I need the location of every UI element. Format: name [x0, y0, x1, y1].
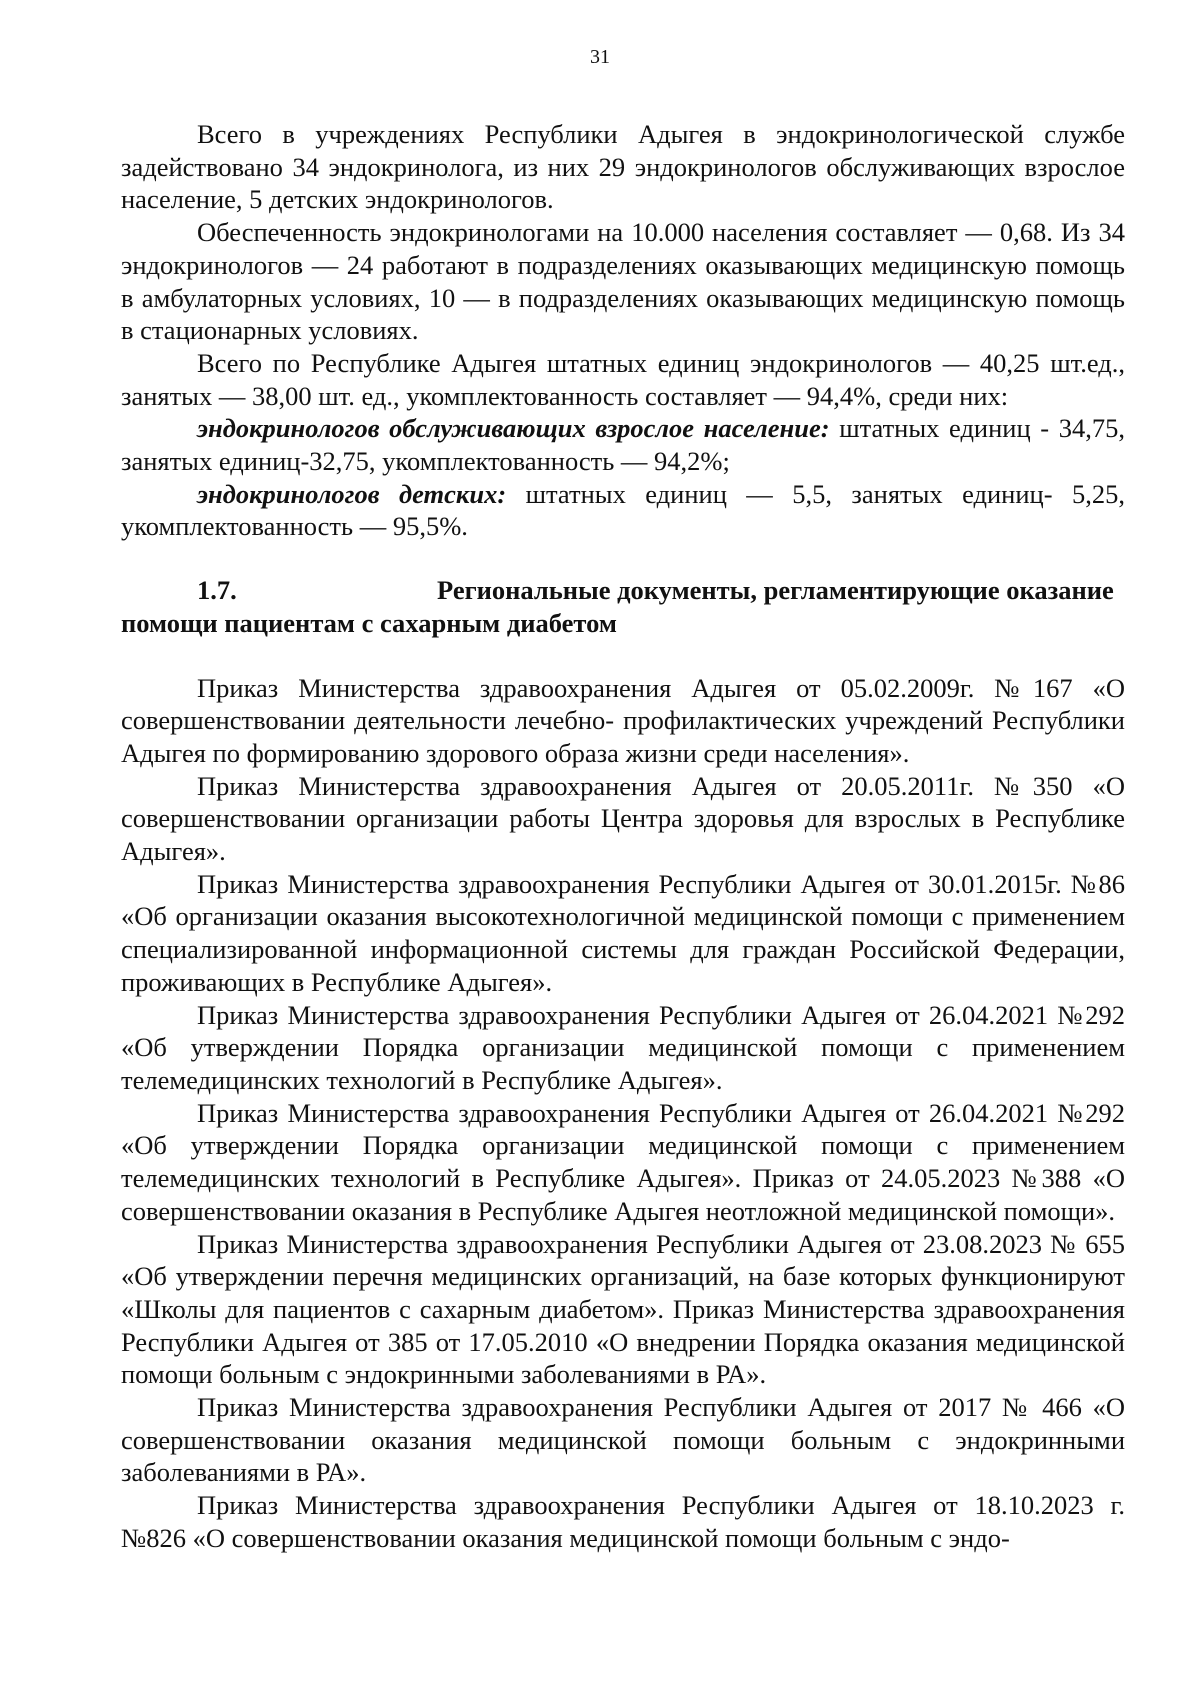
page-number: 31 [590, 46, 610, 68]
order-paragraph: Приказ Министерства здравоохранения Республики Адыгея от 26.04.2021 №292 «Об утверждении Порядка организации медицинской помощи с применением телемедицинских технологий в Республике Адыгея». Приказ от 24.05.2023 №388 «О совершенствовании оказания в Республике Адыгея неотложной медицинской помощи». [121, 1097, 1125, 1226]
section-number: 1.7. [197, 575, 237, 606]
paragraph-staff-ratio: Обеспеченность эндокринологами на 10.000 населения составляет — 0,68. Из 34 эндокринологов — 24 работают в подразделениях оказывающих медицинскую помощь в амбулаторных условиях, 10 — в подразделениях оказывающих медицинскую помощь в стационарных условиях. [121, 217, 1125, 346]
adult-label: эндокринологов обслуживающих взрослое население: [197, 413, 830, 444]
adult-text: штатных единиц - 34,75, занятых единиц-32,75, укомплектованность — 94,2%; [121, 413, 1125, 477]
document-body [121, 118, 1125, 1555]
section-title: Региональные документы, регламентирующие оказание помощи пациентам с сахарным диабетом [121, 575, 1114, 638]
paragraph-staff-units: Всего по Республике Адыгея штатных единиц эндокринологов — 40,25 шт.ед., занятых — 38,00 шт. ед., укомплектованность составляет — 94,4%, среди них: [121, 347, 1125, 411]
order-paragraph: Приказ Министерства здравоохранения Республики Адыгея от 23.08.2023 № 655 «Об утверждении перечня медицинских организаций, на базе которых функционируют «Школы для пациентов с сахарным диабетом». Приказ Министерства здравоохранения Республики Адыгея от 385 от 17.05.2010 «О внедрении Порядка оказания медицинской помощи больным с эндокринными заболеваниями в РА». [121, 1228, 1125, 1390]
children-text: штатных единиц — 5,5, занятых единиц- 5,25, укомплектованность — 95,5%. [121, 478, 1125, 542]
paragraph-staff-total: Всего в учреждениях Республики Адыгея в эндокринологической службе задействовано 34 эндокринолога, из них 29 эндокринологов обслуживающих взрослое население, 5 детских эндокринологов. [121, 119, 1125, 215]
order-paragraph: Приказ Министерства здравоохранения Республики Адыгея от 2017 № 466 «О совершенствовании оказания медицинской помощи больным с эндокринными заболеваниями в РА». [121, 1392, 1125, 1488]
order-paragraph: Приказ Министерства здравоохранения Адыгея от 05.02.2009г. №167 «О совершенствовании деятельности лечебно- профилактических учреждений Республики Адыгея по формированию здорового образа жизни среди населения». [121, 672, 1125, 768]
section-heading [121, 574, 1125, 639]
order-paragraph: Приказ Министерства здравоохранения Республики Адыгея от 18.10.2023 г. №826 «О совершенствовании оказания медицинской помощи больным с эндо- [121, 1490, 1125, 1553]
order-paragraph: Приказ Министерства здравоохранения Республики Адыгея от 30.01.2015г. №86 «Об организации оказания высокотехнологичной медицинской помощи с применением специализированной информационной системы для граждан Российской Федерации, проживающих в Республике Адыгея». [121, 868, 1125, 997]
paragraph-child-endocrinologists [121, 478, 1125, 543]
paragraph-adult-endocrinologists [121, 412, 1125, 477]
order-paragraph: Приказ Министерства здравоохранения Республики Адыгея от 26.04.2021 №292 «Об утверждении Порядка организации медицинской помощи с применением телемедицинских технологий в Республике Адыгея». [121, 999, 1125, 1095]
children-label: эндокринологов детских: [197, 478, 507, 509]
order-paragraph: Приказ Министерства здравоохранения Адыгея от 20.05.2011г. №350 «О совершенствовании организации работы Центра здоровья для взрослых в Республике Адыгея». [121, 770, 1125, 867]
